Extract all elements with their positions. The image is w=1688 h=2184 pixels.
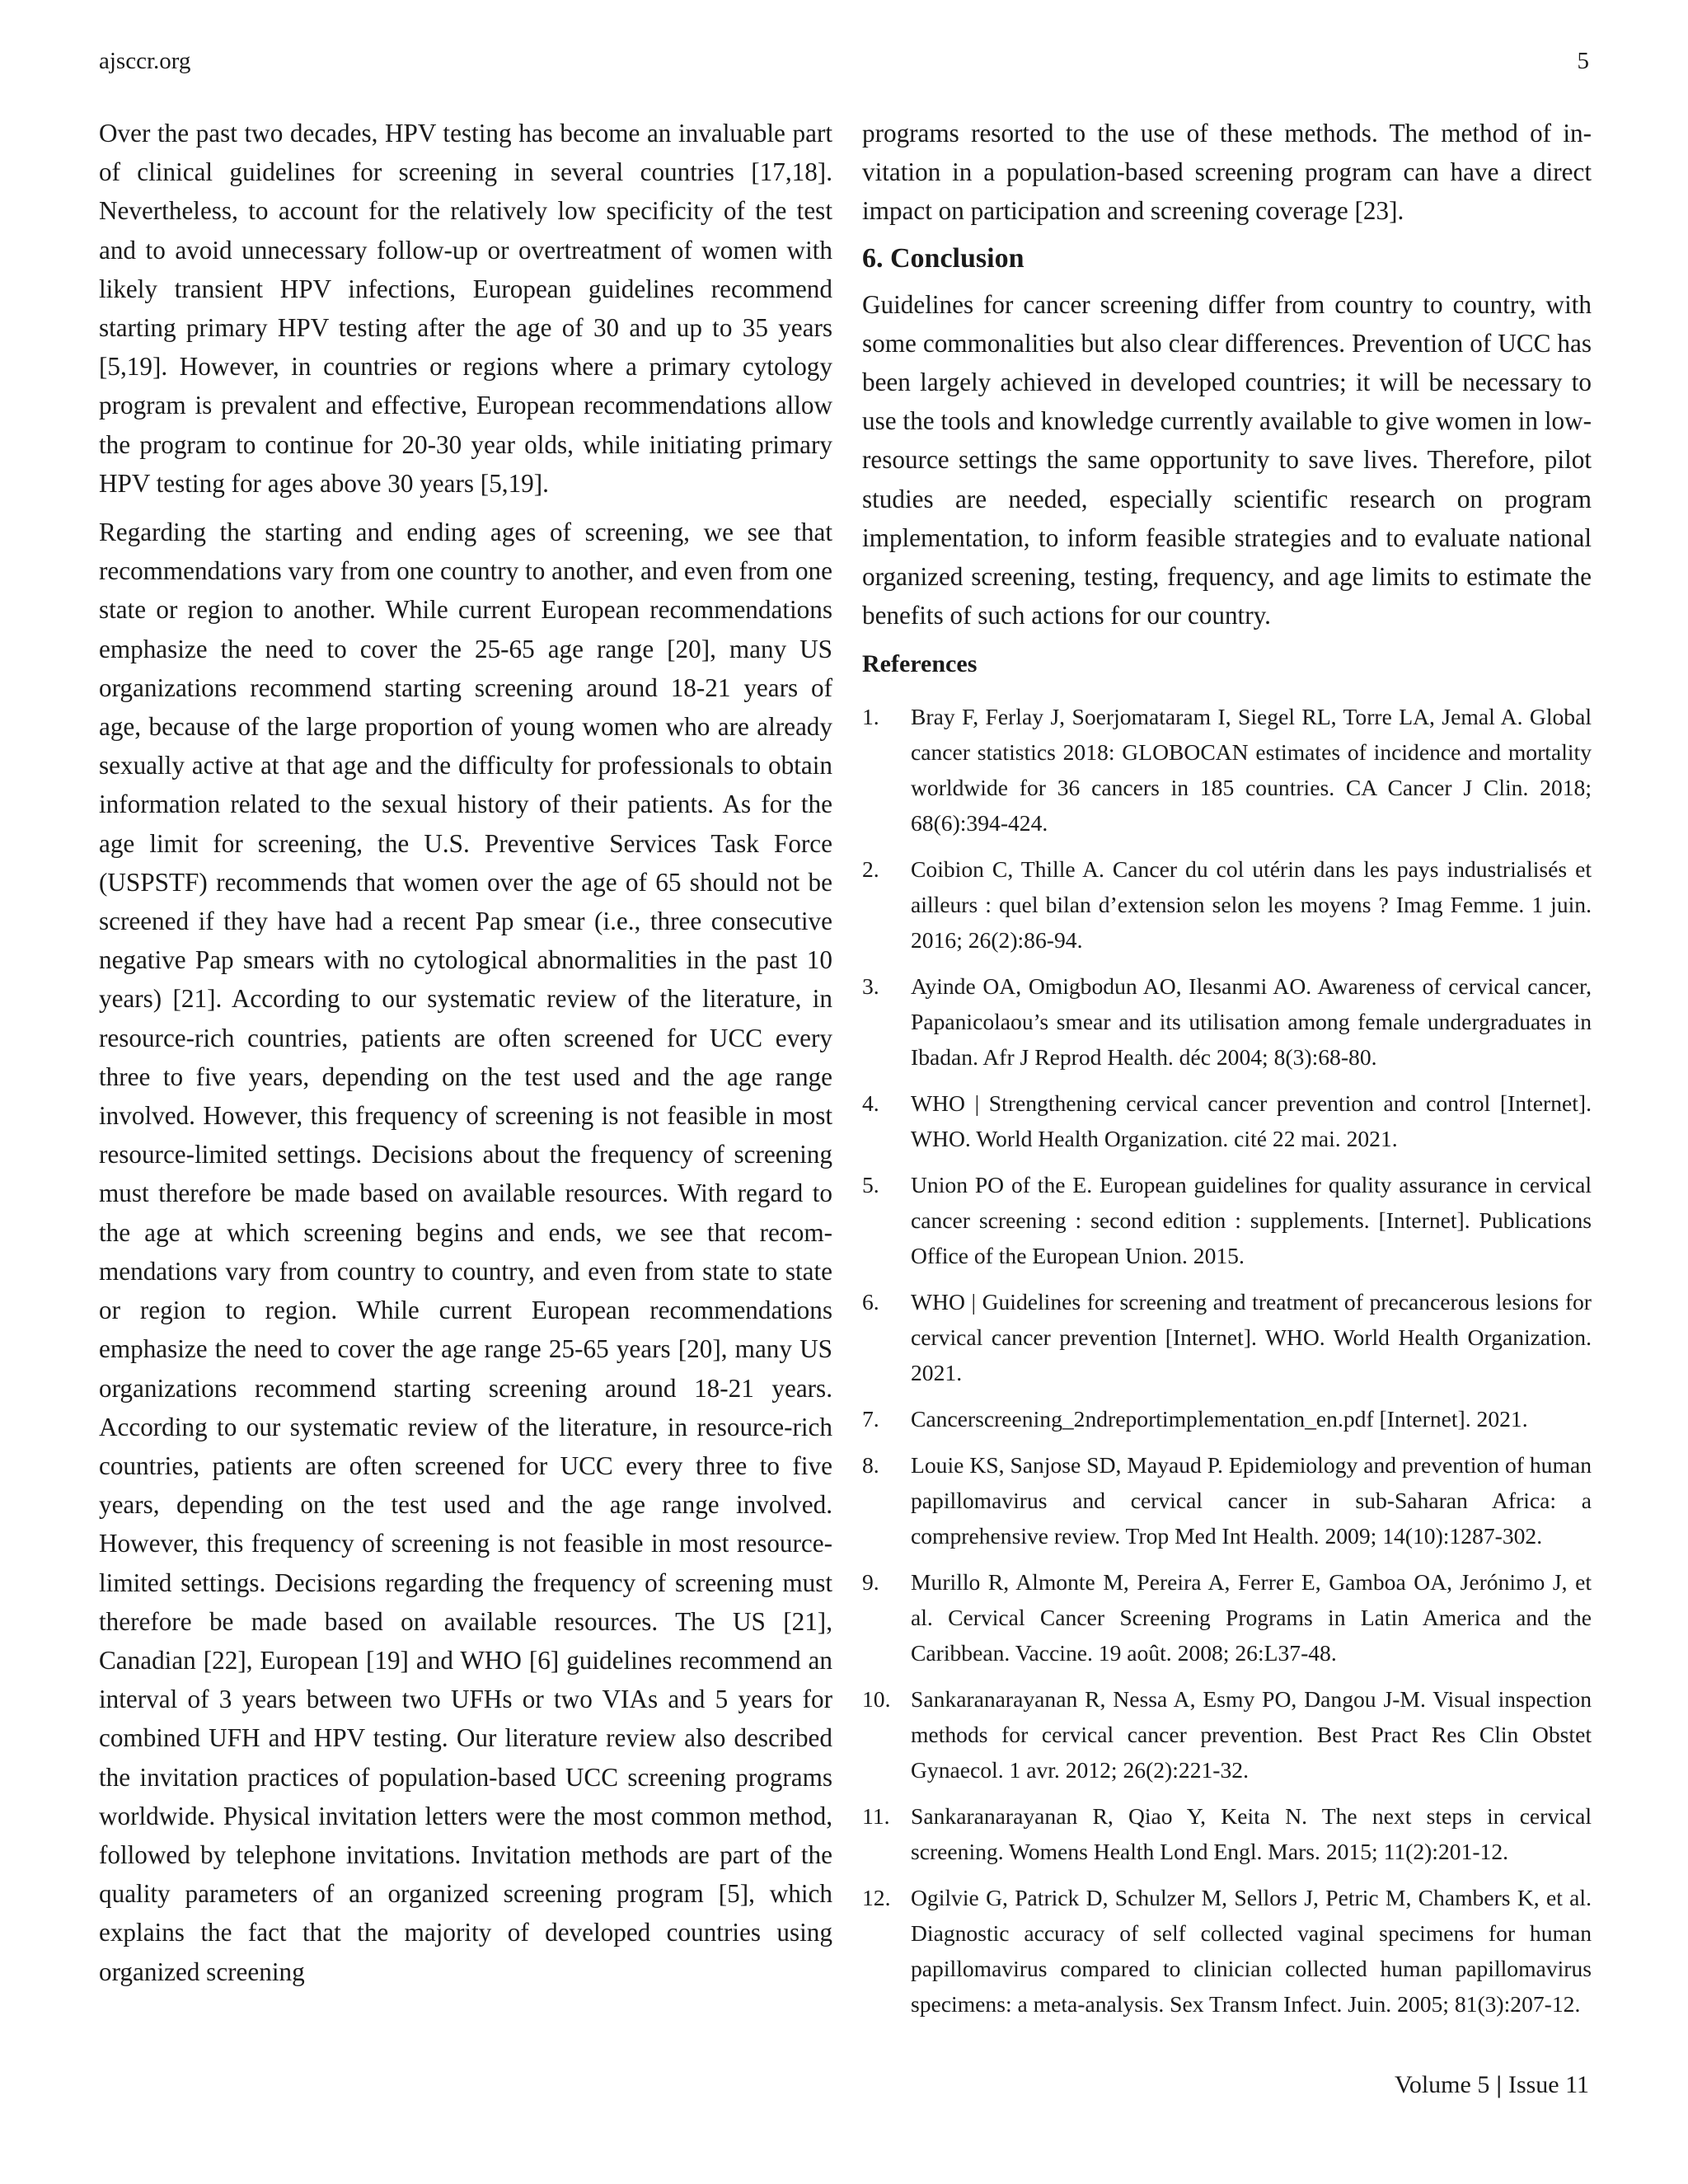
journal-site: ajsccr.org (99, 48, 191, 74)
body-paragraph-continuation: programs resorted to the use of these methods. The method of invitation in a population-based screening program can have a direct impact on participation and screening coverage [23]. (862, 119, 1592, 226)
reference-item (862, 1447, 1592, 1554)
reference-number: 2. (862, 856, 879, 883)
footer-separator: | (1496, 2071, 1502, 2098)
reference-number: 9. (862, 1569, 879, 1596)
issue-label: Issue 11 (1507, 2071, 1589, 2098)
conclusion-heading: 6. Conclusion (862, 242, 1025, 274)
reference-item (862, 1564, 1592, 1671)
right-column (862, 114, 1592, 2032)
reference-text: WHO | Strengthening cervical cancer prevention and control [Internet]. WHO. World Health Organization. cité 22 mai. 2021. (911, 1090, 1592, 1152)
page-number: 5 (1577, 48, 1589, 74)
volume-label: Volume 5 (1395, 2071, 1490, 2098)
reference-item (862, 1284, 1592, 1390)
reference-item (862, 1085, 1592, 1156)
body-paragraph: Over the past two decades, HPV testing has become an invaluable part of clinical guidelines for screening in several countries [17,18]. Nevertheless, to account for the relatively low specificity of the test and to avoid unnecessary follow-up or overtreatment of women with likely transient HPV infections, European guidelines recommend starting primary HPV testing after the age of 30 and up to 35 years [5,19]. However, in countries or regions where a primary cytology program is prevalent and effective, European recommendations allow the program to continue for 20-30 year olds, while initiating primary HPV testing for ages above 30 years [5,19]. (99, 119, 832, 498)
reference-text: Ogilvie G, Patrick D, Schulzer M, Sellors J, Petric M, Chambers K, et al. Diagnostic accuracy of self collected vaginal specimens for human papillomavirus compared to clinician collected human papillomavirus specimens: a meta-analysis. Sex Transm Infect. Juin. 2005; 81(3):207-12. (911, 1885, 1592, 2018)
reference-text: Murillo R, Almonte M, Pereira A, Ferrer E, Gamboa OA, Jerónimo J, et al. Cervical Cancer Screening Programs in Latin America and the Caribbean. Vaccine. 19 août. 2008; 26:L37-48. (911, 1569, 1592, 1666)
reference-item (862, 1880, 1592, 2022)
reference-number: 8. (862, 1452, 879, 1479)
reference-number: 7. (862, 1406, 879, 1432)
reference-number: 10. (862, 1686, 891, 1713)
reference-text: Sankaranarayanan R, Nessa A, Esmy PO, Dangou J-M. Visual inspection methods for cervical cancer prevention. Best Pract Res Clin Obstet Gynaecol. 1 avr. 2012; 26(2):221-32. (911, 1686, 1592, 1783)
reference-text: Louie KS, Sanjose SD, Mayaud P. Epidemiology and prevention of human papillomavirus and cervical cancer in sub-Saharan Africa: a comprehensive review. Trop Med Int Health. 2009; 14(10):1287-302. (911, 1452, 1592, 1549)
reference-text: WHO | Guidelines for screening and treatment of precancerous lesions for cervical cancer prevention [Internet]. WHO. World Health Organization. 2021. (911, 1289, 1592, 1386)
references-heading: References (862, 650, 978, 678)
reference-number: 12. (862, 1885, 891, 1911)
reference-number: 5. (862, 1172, 879, 1198)
reference-item (862, 1681, 1592, 1788)
reference-item (862, 699, 1592, 841)
reference-number: 11. (862, 1803, 890, 1830)
reference-item (862, 1401, 1592, 1436)
reference-number: 3. (862, 973, 879, 1000)
reference-item (862, 968, 1592, 1075)
reference-number: 1. (862, 704, 879, 730)
running-header (99, 48, 1589, 81)
reference-text: Sankaranarayanan R, Qiao Y, Keita N. The next steps in cervical screening. Womens Health Lond Engl. Mars. 2015; 11(2):201-12. (911, 1803, 1592, 1865)
reference-list (862, 699, 1592, 2022)
reference-text: Cancerscreening_2ndreportimplementation_en.pdf [Internet]. 2021. (911, 1406, 1528, 1432)
reference-number: 4. (862, 1090, 879, 1117)
reference-item (862, 1167, 1592, 1273)
body-paragraph: Regarding the starting and ending ages of screening, we see that recommendations vary from one country to another, and even from one state or region to another. While current European recommendations emphasize the need to cover the 25-65 age range [20], many US organizations recommend starting screening around 18-21 years of age, because of the large proportion of young women who are already sexually active at that age and the difficulty for professionals to obtain information related to the sexual history of their patients. As for the age limit for screening, the U.S. Preventive Services Task Force (USPSTF) recommends that women over the age of 65 should not be screened if they have had a recent Pap smear (i.e., three consecutive negative Pap smears with no cytological abnormalities in the past 10 years) [21]. According to our systematic review of the literature, in resource-rich countries, patients are often screened for UCC every three to five years, depending on the test used and the age range involved. However, this frequency of screening is not feasible in most resource-limited settings. Decisions about the frequency of screening must therefore be made based on available resources. With regard to the age at which screening begins and ends, we see that recommendations vary from country to country, and even from state to state or region to region. While current European recommendations emphasize the need to cover the age range 25-65 years [20], many US organizations recommend starting screening around 18-21 years. According to our systematic review of the literature, in resource-rich countries, patients are often screened for UCC every three to five years, depending on the test used and the age range involved. However, this frequency of screening is not feasible in most resource-limited settings. Decisions regarding the frequency of screening must therefore be made based on available resources. The US [21], Canadian [22], European [19] and WHO [6] guidelines recommend an interval of 3 years between two UFHs or two VIAs and 5 years for combined UFH and HPV testing. Our literature review also described the invitation practices of population-based UCC screening programs worldwide. Physical invitation letters were the most common method, followed by telephone invitations. Invitation methods are part of the quality parameters of an organized screening program [5], which explains the fact that the majority of developed countries using organized screening (99, 518, 832, 1986)
reference-item (862, 851, 1592, 958)
reference-text: Bray F, Ferlay J, Soerjomataram I, Siegel RL, Torre LA, Jemal A. Global cancer statistics 2018: GLOBOCAN estimates of incidence and mortality worldwide for 36 cancers in 185 countries. CA Cancer J Clin. 2018; 68(6):394-424. (911, 704, 1592, 837)
reference-text: Union PO of the E. European guidelines for quality assurance in cervical cancer screening : second edition : supplements. [Internet]. Publications Office of the European Union. 2015. (911, 1172, 1592, 1269)
reference-number: 6. (862, 1289, 879, 1315)
page-footer (1395, 2071, 1589, 2099)
reference-text: Coibion C, Thille A. Cancer du col utérin dans les pays industrialisés et ailleurs : quel bilan d’extension selon les moyens ? Imag Femme. 1 juin. 2016; 26(2):86-94. (911, 856, 1592, 954)
left-column (99, 114, 832, 2001)
reference-item (862, 1798, 1592, 1869)
reference-text: Ayinde OA, Omigbodun AO, Ilesanmi AO. Awareness of cervical cancer, Papanicolaou’s smear and its utilisation among female undergraduates in Ibadan. Afr J Reprod Health. déc 2004; 8(3):68-80. (911, 973, 1592, 1071)
conclusion-paragraph: Guidelines for cancer screening differ from country to country, with some commonalities but also clear differences. Prevention of UCC has been largely achieved in developed countries; it will be necessary to use the tools and knowledge currently available to give women in low-resource settings the same opportunity to save lives. Therefore, pilot studies are needed, especially scientific research on program implementation, to inform feasible strategies and to evaluate national organized screening, testing, frequency, and age limits to estimate the benefits of such actions for our country. (862, 289, 1592, 630)
